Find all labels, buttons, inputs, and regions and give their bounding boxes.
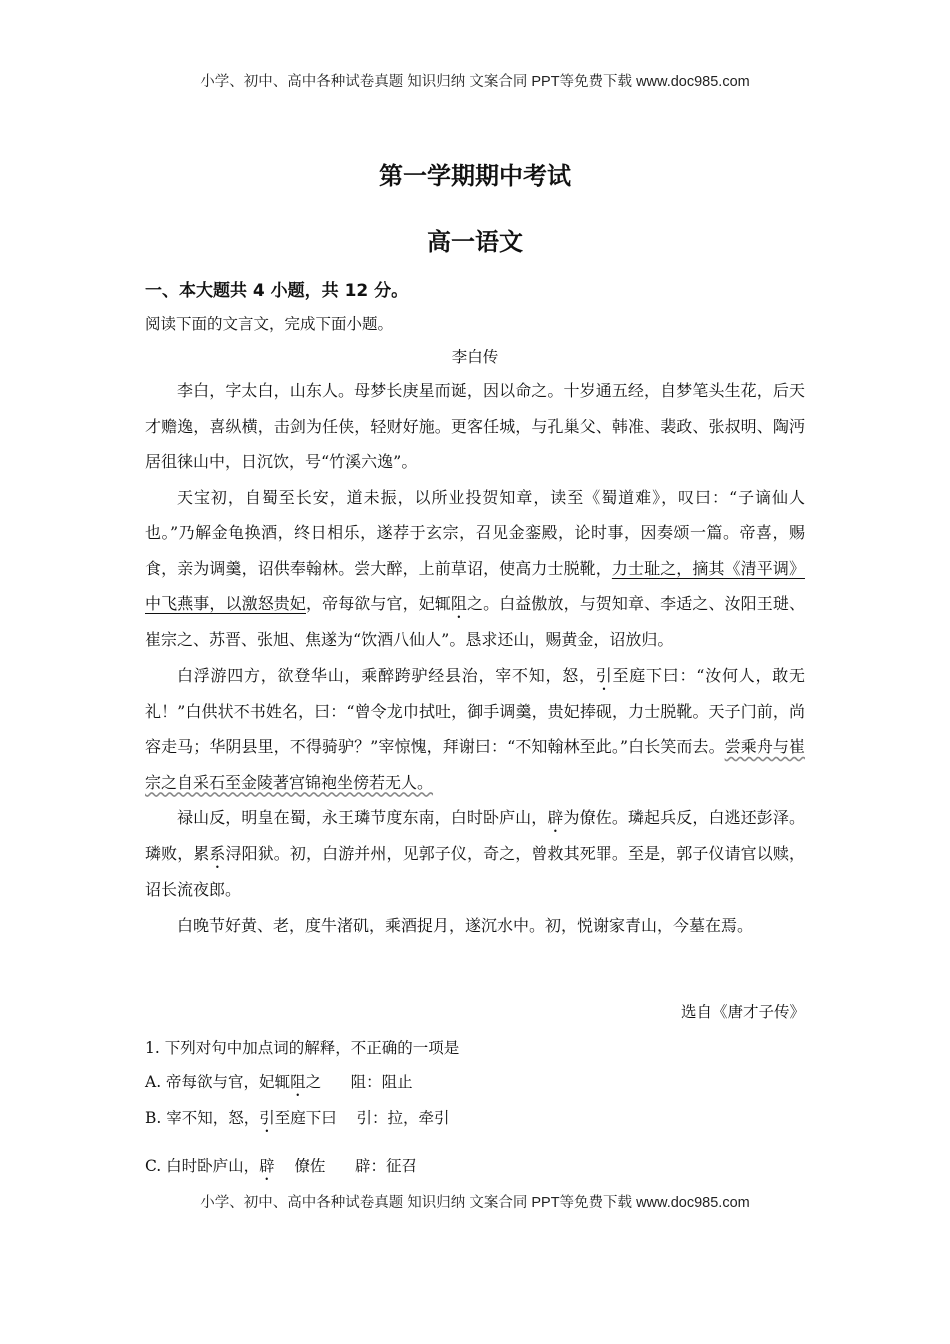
question-1-stem: 1. 下列对句中加点词的解释，不正确的一项是 (145, 1039, 460, 1057)
dotted-word: 系 (209, 844, 226, 863)
passage-source: 选自《唐才子传》 (680, 1003, 805, 1021)
text-segment: ，帝每欲与官，妃辄 (306, 594, 451, 613)
option-text: 至庭下曰 引：拉，牵引 (274, 1109, 450, 1127)
marked-sentence: 力士耻之，摘其《清平调》中飞燕事，以激怒贵妃 (145, 558, 805, 613)
text-segment: 白浮游四方，欲登华山，乘醉跨驴经县治，宰不知，怒， (177, 665, 596, 685)
text-segment: 为僚佐。璘起兵反，白逃还彭泽。璘败，累 (145, 808, 805, 863)
option-text: C. 白时卧庐山， (145, 1157, 260, 1175)
exam-subject: 高一语文 (427, 228, 523, 256)
passage-paragraph (145, 373, 805, 480)
passage-paragraph (145, 480, 805, 658)
option-text: A. 帝每欲与官，妃辄 (145, 1073, 291, 1091)
dotted-word: 阻 (450, 594, 467, 613)
dotted-word: 阻 (290, 1073, 306, 1091)
passage-paragraph (145, 800, 805, 908)
text-segment: 天宝初，自蜀至长安，道未振，以所业投贺知章，读至《蜀道难》，叹曰：“子谪仙人也。”乃解金龟换酒，终日相乐，遂荐于玄宗，召见金銮殿，论时事，因奏颂一篇。帝喜，赐食，亲为调羹，诏供奉翰林。尝大醉，上前草诏，使高力士脱靴， (145, 487, 805, 578)
passage-body (145, 373, 805, 943)
exam-title: 第一学期期中考试 (379, 162, 571, 190)
text-segment: 至庭下曰：“汝何人，敢无礼！”白供状不书姓名，曰：“曾令龙巾拭吐，御手调羹，贵妃捧砚，力士脱靴。天子门前，尚容走马；华阴县里，不得骑驴？”宰惊愧，拜谢曰：“不知翰林至此。”白长笑而去。 (145, 665, 805, 756)
text-segment: 之。白益傲放，与贺知章、李适之、汝阳王琎、崔宗之、苏晋、张旭、焦遂为“饮酒八仙人”。恳求还山，赐黄金，诏放归。 (145, 594, 805, 649)
option-text: B. 宰不知，怒， (145, 1109, 260, 1127)
option-b (145, 1106, 449, 1136)
dotted-word: 辟 (547, 808, 564, 827)
text-segment: 白晚节好黄、老，度牛渚矶，乘酒捉月，遂沉水中。初，悦谢家青山，今墓在焉。 (177, 915, 754, 935)
section-heading: 一、本大题共 4 小题，共 12 分。 (145, 281, 409, 301)
option-a (145, 1070, 413, 1100)
text-segment: 李白，字太白，山东人。母梦长庚星而诞，因以命之。十岁通五经，自梦笔头生花，后天才赡逸，喜纵横，击剑为任侠，轻财好施。更客任城，与孔巢父、韩准、裴政、张叔明、陶沔居徂徕山中，日沉饮，号“竹溪六逸”。 (145, 381, 805, 471)
page-footer-ad: 小学、初中、高中各种试卷真题 知识归纳 文案合同 PPT等免费下载 www.doc985.com (200, 1195, 750, 1211)
passage-title: 李白传 (451, 348, 499, 366)
instructions: 阅读下面的文言文，完成下面小题。 (145, 315, 394, 333)
dotted-word: 引 (595, 665, 613, 685)
dotted-word: 引 (259, 1109, 275, 1127)
marked-sentence: 尝乘舟与崔宗之自采石至金陵著宫锦袍坐傍若无人。 (145, 737, 805, 792)
text-segment: 禄山反，明皇在蜀，永王璘节度东南，白时卧庐山， (177, 808, 548, 827)
passage-paragraph (145, 658, 805, 801)
option-text: 僚佐 辟：征召 (274, 1157, 417, 1175)
option-text: 之 阻：阻止 (305, 1073, 413, 1091)
page-header-ad: 小学、初中、高中各种试卷真题 知识归纳 文案合同 PPT等免费下载 www.doc985.com (200, 74, 750, 90)
dotted-word: 辟 (259, 1157, 275, 1175)
passage-paragraph (145, 908, 805, 944)
text-segment: 浔阳狱。初，白游并州，见郭子仪，奇之，曾救其死罪。至是，郭子仪请官以赎，诏长流夜郎。 (145, 844, 805, 899)
option-c (145, 1154, 417, 1184)
